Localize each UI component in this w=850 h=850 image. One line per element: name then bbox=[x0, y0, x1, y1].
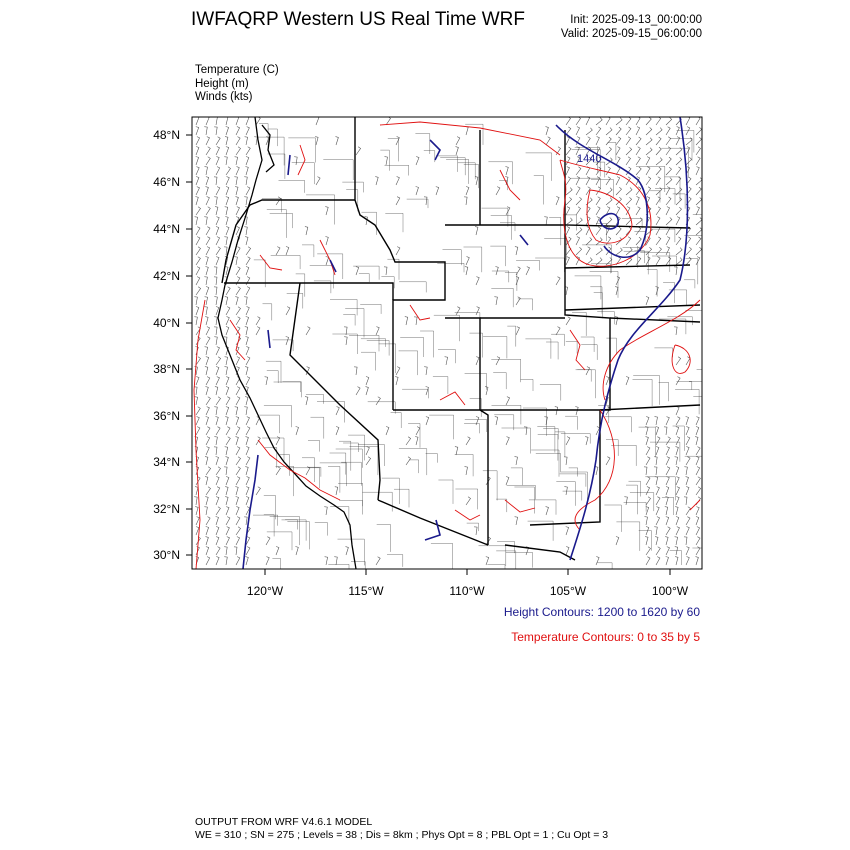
model-version: OUTPUT FROM WRF V4.6.1 MODEL bbox=[195, 816, 373, 828]
field-temperature: Temperature (C) bbox=[195, 64, 279, 76]
model-info bbox=[195, 816, 608, 841]
height-legend: Height Contours: 1200 to 1620 by 60 bbox=[503, 605, 700, 619]
lat-label: 46°N bbox=[153, 175, 180, 189]
lat-label: 34°N bbox=[153, 455, 180, 469]
field-height: Height (m) bbox=[195, 77, 249, 90]
longitude-axis bbox=[247, 569, 689, 598]
field-winds: Winds (kts) bbox=[195, 91, 253, 103]
lon-label: 110°W bbox=[449, 584, 485, 598]
lon-label: 105°W bbox=[549, 584, 587, 598]
valid-time: Valid: 2025-09-15_06:00:00 bbox=[560, 28, 702, 40]
init-time: Init: 2025-09-13_00:00:00 bbox=[570, 14, 702, 26]
lat-label: 38°N bbox=[153, 362, 180, 376]
lat-label: 42°N bbox=[153, 269, 180, 283]
lat-label: 40°N bbox=[153, 316, 180, 330]
lat-label: 32°N bbox=[153, 502, 180, 516]
latitude-axis bbox=[153, 128, 192, 562]
lon-label: 100°W bbox=[651, 584, 689, 598]
height-contour-label: 1440 bbox=[577, 153, 602, 165]
plot-title: IWFAQRP Western US Real Time WRF bbox=[191, 9, 525, 30]
lon-label: 115°W bbox=[348, 584, 384, 598]
lat-label: 48°N bbox=[153, 128, 180, 142]
map-background bbox=[192, 117, 702, 569]
lat-label: 30°N bbox=[153, 548, 180, 562]
lat-label: 36°N bbox=[153, 409, 180, 423]
model-config: WE = 310 ; SN = 275 ; Levels = 38 ; Dis = 8km ; Phys Opt = 8 ; PBL Opt = 1 ; Cu Opt = 3 bbox=[195, 828, 609, 841]
lon-label: 120°W bbox=[246, 584, 284, 598]
temperature-legend: Temperature Contours: 0 to 35 by 5 bbox=[511, 630, 700, 644]
lat-label: 44°N bbox=[153, 222, 180, 236]
